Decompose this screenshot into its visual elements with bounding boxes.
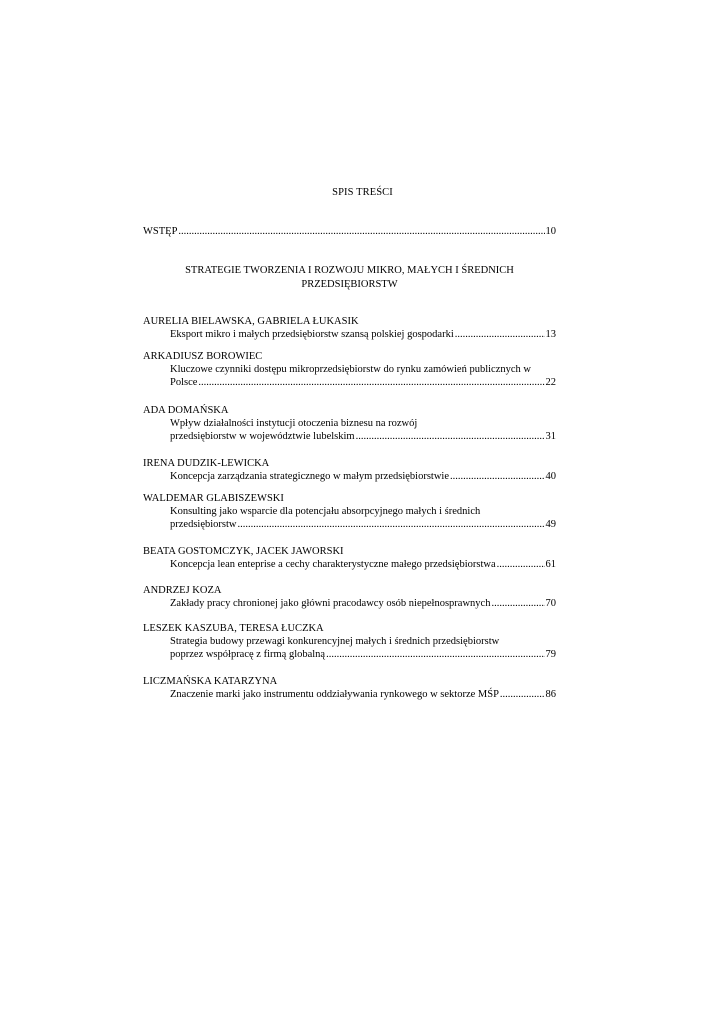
toc-entry-author: WALDEMAR GLABISZEWSKI [143,493,284,504]
toc-entry-author: LICZMAŃSKA KATARZYNA [143,676,278,687]
toc-entry [143,404,556,443]
toc-entry-row [143,648,556,661]
toc-entry-title: Koncepcja zarządzania strategicznego w małym przedsiębiorstwie [170,471,449,482]
toc-entry-page: 22 [545,377,556,388]
toc-intro-page: 10 [545,226,556,237]
toc-entry-page: 40 [545,471,556,482]
section-heading [143,264,556,292]
toc-entry-title: przedsiębiorstw [170,519,237,530]
toc-entry-row [143,558,556,571]
toc-entry-row [143,518,556,531]
toc-entry-title: przedsiębiorstw w województwie lubelskim [170,431,355,442]
dot-leader [178,225,544,238]
dot-leader [237,518,544,531]
toc-entry-title: Eksport mikro i małych przedsiębiorstw szansą polskiej gospodarki [170,329,454,340]
toc-intro [143,225,556,238]
toc-entry [143,492,556,531]
dot-leader [455,328,545,341]
dot-leader [491,597,544,610]
toc-entry-title-line: Strategia budowy przewagi konkurencyjnej małych i średnich przedsiębiorstw [170,636,500,647]
section-heading-line2: PRZEDSIĘBIORSTW [301,279,398,290]
toc-entry-row [143,470,556,483]
toc-entry-row [143,430,556,443]
toc-entry-title: poprzez współpracę z firmą globalną [170,649,326,660]
toc-entry [143,545,556,571]
toc-entry-author: ANDRZEJ KOZA [143,585,222,596]
dot-leader [500,688,545,701]
page-title: SPIS TREŚCI [332,187,393,198]
toc-entry-title: Koncepcja lean enteprise a cechy charakterystyczne małego przedsiębiorstwa [170,559,496,570]
dot-leader [198,376,544,389]
toc-entry [143,622,556,661]
toc-entry-title-line: Wpływ działalności instytucji otoczenia biznesu na rozwój [170,418,418,429]
toc-entry-page: 86 [545,689,556,700]
section-heading-line1: STRATEGIE TWORZENIA I ROZWOJU MIKRO, MAŁYCH I ŚREDNICH [185,265,514,276]
toc-entry [143,584,556,610]
toc-entry-page: 31 [545,431,556,442]
toc-entry [143,350,556,389]
toc-entry-row [143,597,556,610]
toc-entry [143,675,556,701]
toc-entry-title: Znaczenie marki jako instrumentu oddziaływania rynkowego w sektorze MŚP [170,689,499,700]
toc-entry-title: Zakłady pracy chronionej jako główni pracodawcy osób niepełnosprawnych [170,598,491,609]
dot-leader [356,430,545,443]
toc-entry-page: 79 [545,649,556,660]
toc-entry-page: 70 [545,598,556,609]
toc-entry-page: 49 [545,519,556,530]
toc-entry [143,315,556,341]
toc-row-intro [143,225,556,238]
toc-entry-author: ADA DOMAŃSKA [143,405,229,416]
toc-entry-author: LESZEK KASZUBA, TERESA ŁUCZKA [143,623,324,634]
toc-entry-title: Polsce [170,377,198,388]
toc-entry-page: 13 [545,329,556,340]
toc-entry-title-line: Kluczowe czynniki dostępu mikroprzedsiębiorstw do rynku zamówień publicznych w [170,364,531,375]
toc-entry-row [143,328,556,341]
dot-leader [326,648,544,661]
toc-entry-page: 61 [545,559,556,570]
toc-entry-author: ARKADIUSZ BOROWIEC [143,351,263,362]
toc-entry-row [143,688,556,701]
toc-entry-title-line: Konsulting jako wsparcie dla potencjału absorpcyjnego małych i średnich [170,506,481,517]
toc-entry [143,457,556,483]
dot-leader [497,558,545,571]
toc-intro-label: WSTĘP [143,226,178,237]
dot-leader [450,470,545,483]
toc-entry-author: BEATA GOSTOMCZYK, JACEK JAWORSKI [143,546,344,557]
toc-entry-author: IRENA DUDZIK-LEWICKA [143,458,270,469]
toc-entry-row [143,376,556,389]
toc-entry-author: AURELIA BIELAWSKA, GABRIELA ŁUKASIK [143,316,359,327]
